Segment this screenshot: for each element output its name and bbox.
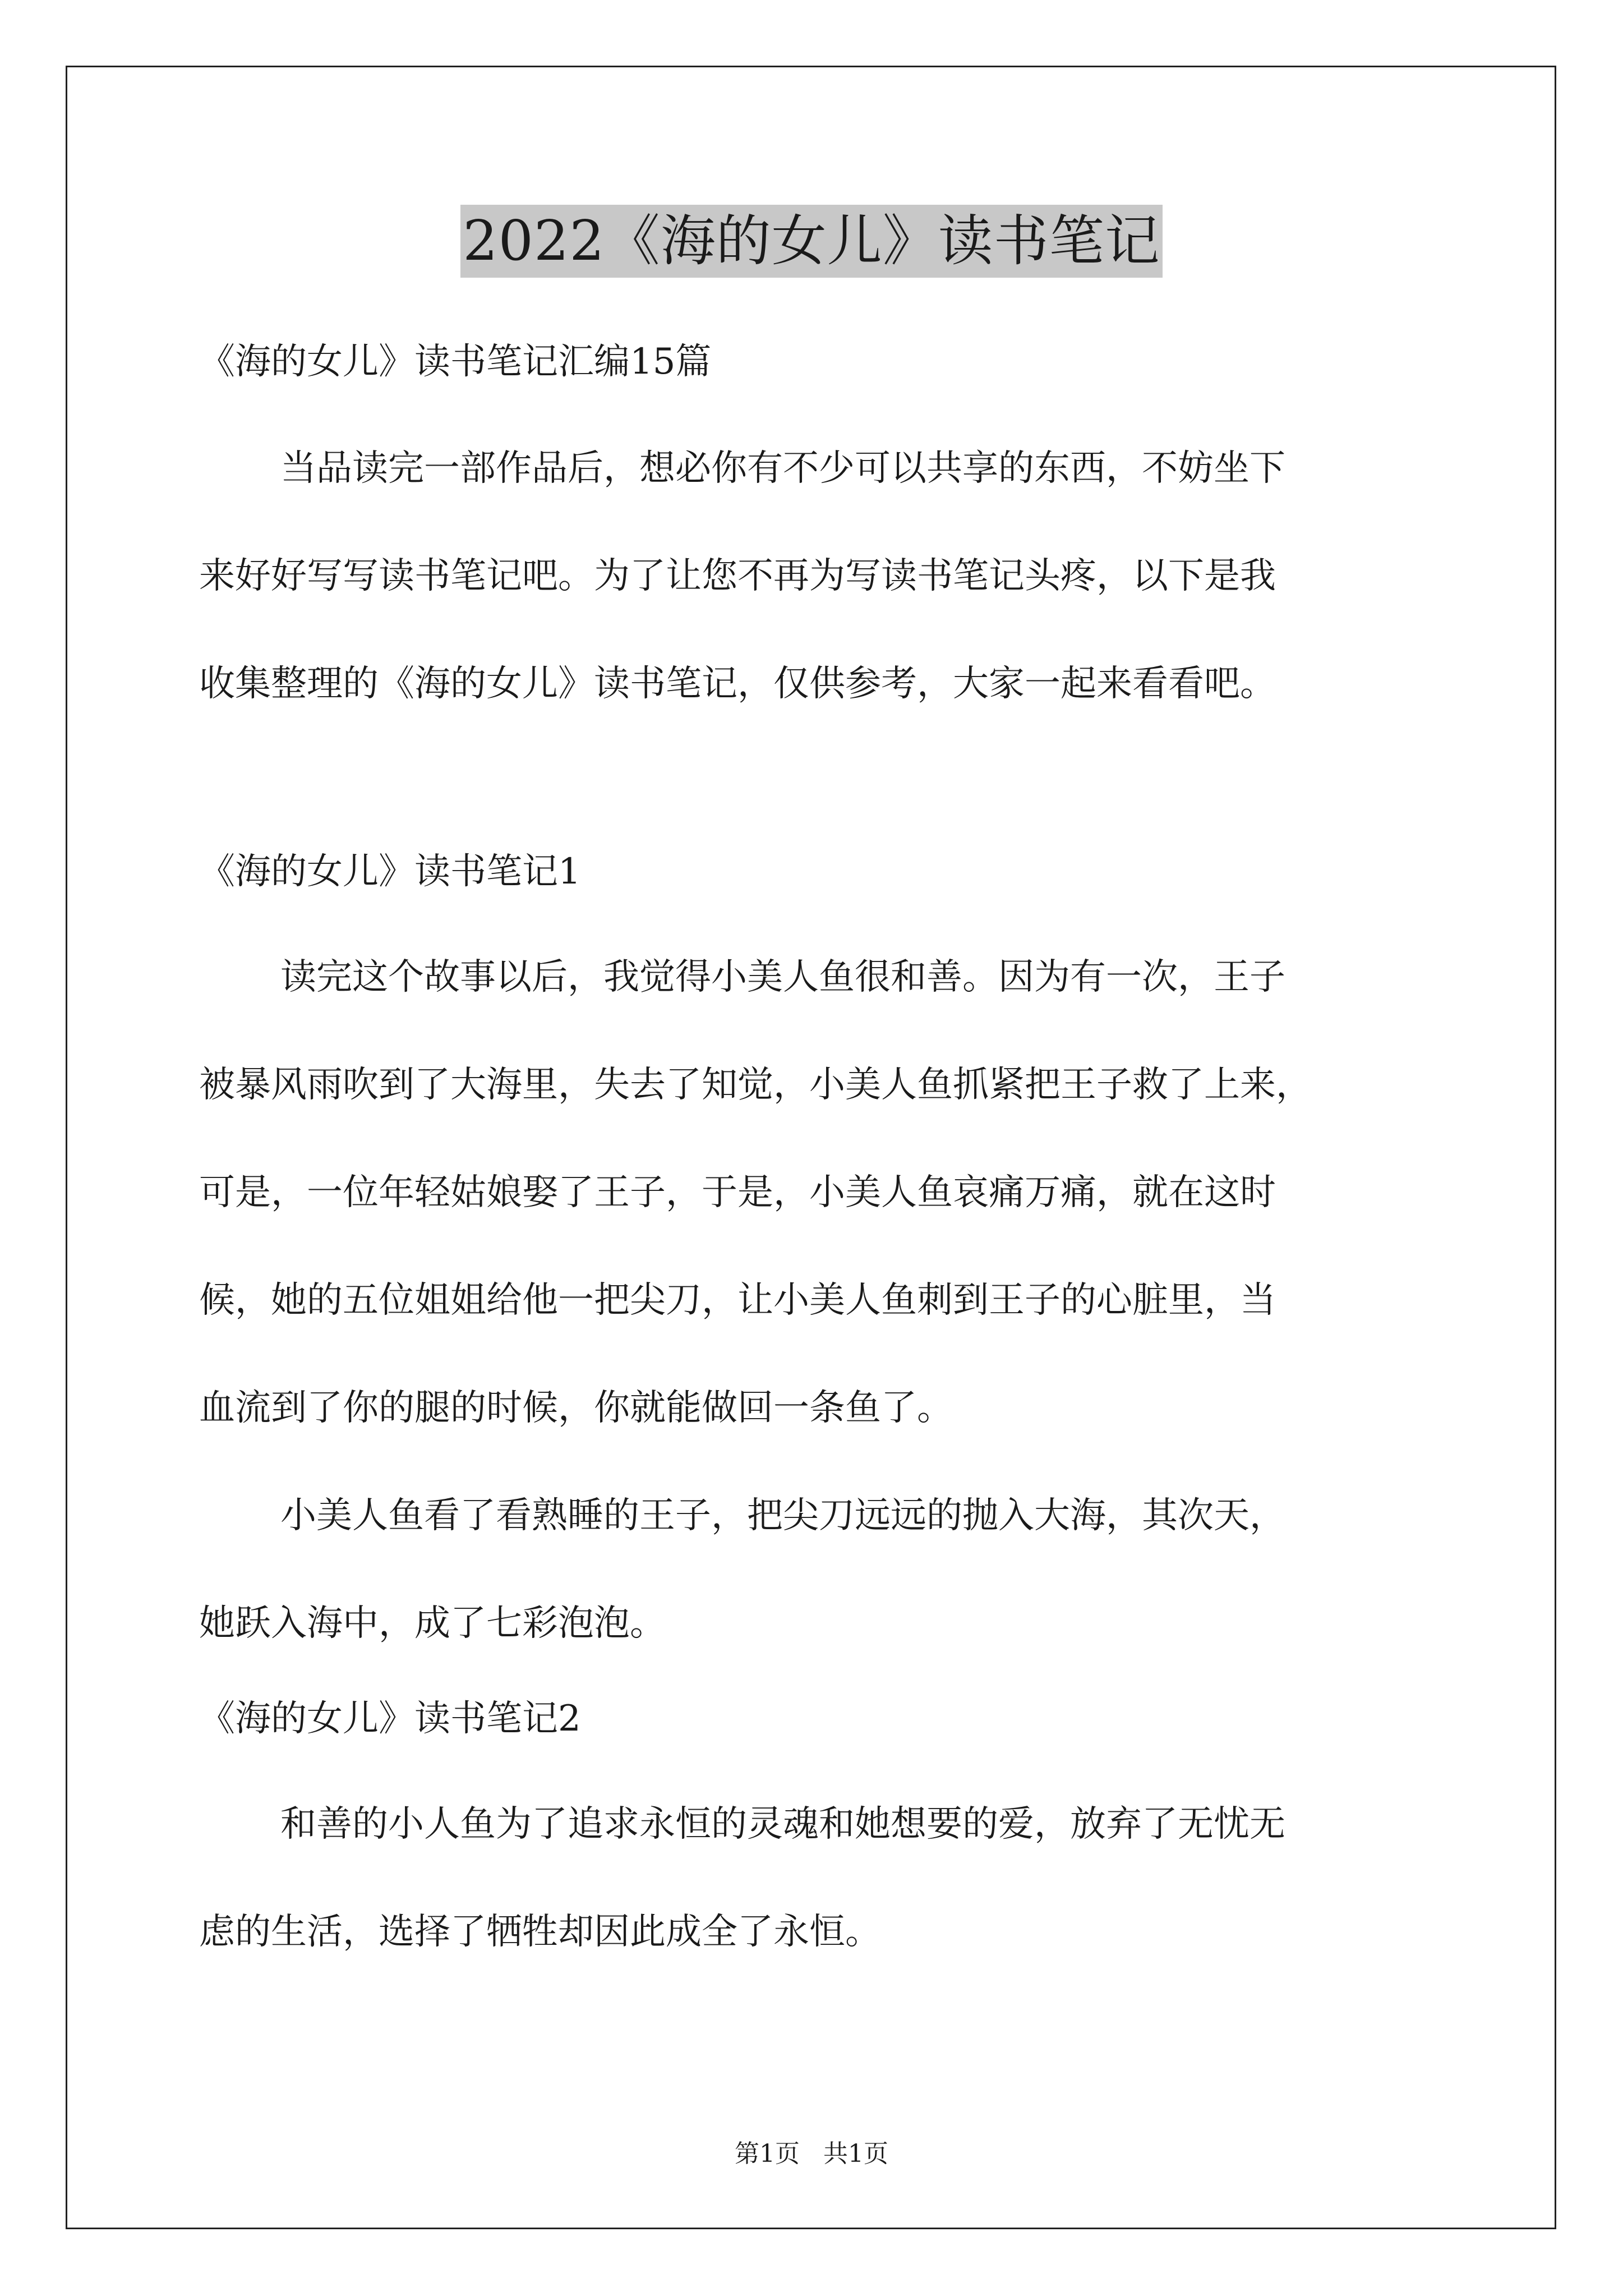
section1-para1-line-4: 候，她的五位姐姐给他一把尖刀，让小美人鱼刺到王子的心脏里，当 [199,1280,1276,1321]
subtitle: 《海的女儿》读书笔记汇编15篇 [199,341,712,383]
page-number: 第1页 [735,2139,800,2168]
title-container [0,205,1623,278]
section1-para1-line-1: 读完这个故事以后，我觉得小美人鱼很和善。因为有一次，王子 [280,956,1285,998]
document-title: 2022《海的女儿》读书笔记 [460,205,1162,278]
page-footer [0,2137,1623,2171]
intro-line-3: 收集整理的《海的女儿》读书笔记，仅供参考，大家一起来看看吧。 [199,663,1276,705]
document-body [199,339,1433,1954]
section2-para1-line-1: 和善的小人鱼为了追求永恒的灵魂和她想要的爱，放弃了无忧无 [280,1803,1285,1845]
section1-para1-line-3: 可是，一位年轻姑娘娶了王子，于是，小美人鱼哀痛万痛，就在这时 [199,1172,1276,1213]
section1-para2-line-2: 她跃入海中，成了七彩泡泡。 [199,1603,666,1644]
page-total: 共1页 [823,2139,888,2168]
intro-line-2: 来好好写写读书笔记吧。为了让您不再为写读书笔记头疼，以下是我 [199,555,1276,597]
section2-para1-line-2: 虑的生活，选择了牺牲却因此成全了永恒。 [199,1911,881,1953]
section1-para1-line-2: 被暴风雨吹到了大海里，失去了知觉，小美人鱼抓紧把王子救了上来， [199,1064,1312,1106]
section2-heading: 《海的女儿》读书笔记2 [199,1698,581,1740]
intro-line-1: 当品读完一部作品后，想必你有不少可以共享的东西，不妨坐下 [280,448,1285,489]
section1-para2-line-1: 小美人鱼看了看熟睡的王子，把尖刀远远的抛入大海，其次天， [280,1495,1285,1536]
section1-heading: 《海的女儿》读书笔记1 [199,851,581,892]
section1-para1-line-5: 血流到了你的腿的时候，你就能做回一条鱼了。 [199,1387,953,1429]
